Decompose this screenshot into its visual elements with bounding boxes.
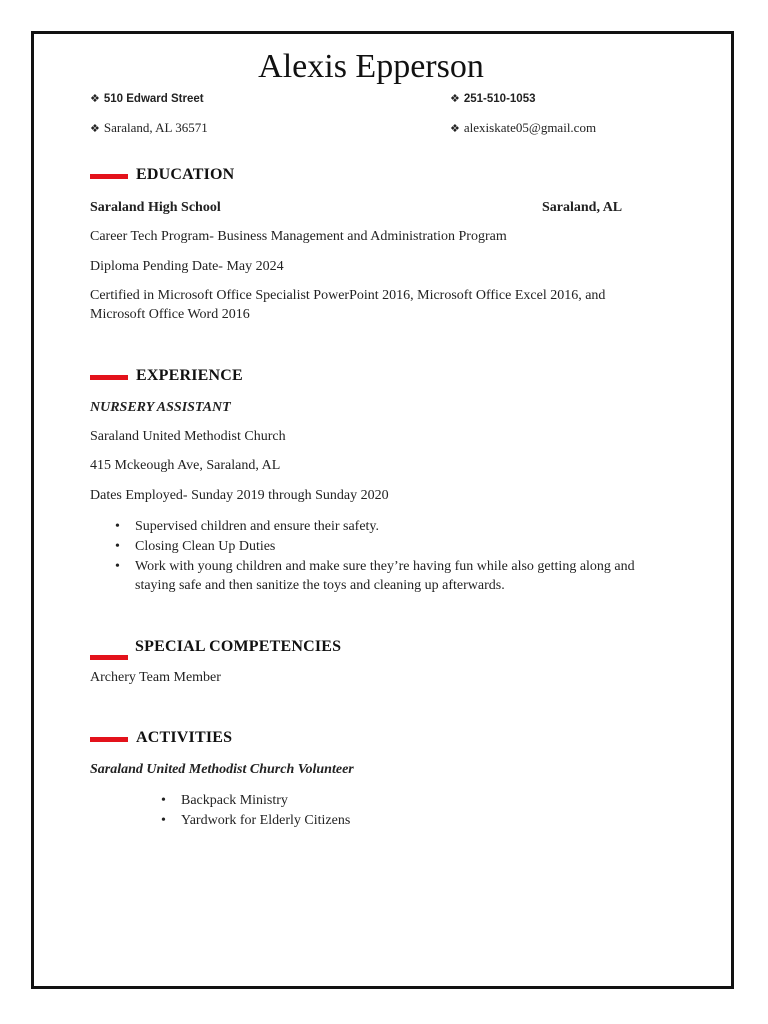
school-name: Saraland High School (90, 200, 221, 215)
diamond-bullet-icon: ❖ (450, 93, 460, 105)
employer-name: Saraland United Methodist Church (90, 429, 286, 444)
diploma-line: Diploma Pending Date- May 2024 (90, 259, 284, 274)
accent-bar (90, 174, 128, 179)
job-title: NURSERY ASSISTANT (90, 400, 231, 415)
phone-number: 251-510-1053 (463, 93, 536, 105)
education-heading-text: EDUCATION (136, 166, 235, 183)
activities-list (157, 791, 350, 831)
address-line-2 (90, 120, 208, 136)
duty-continuation: staying safe and then sanitize the toys and cleaning up afterwards. (135, 578, 505, 593)
experience-duties-list (111, 517, 635, 577)
certification-line-1: Certified in Microsoft Office Specialist PowerPoint 2016, Microsoft Office Excel 2016, and (90, 288, 606, 303)
certification-line-2: Microsoft Office Word 2016 (90, 307, 250, 322)
email-line (450, 120, 596, 136)
program-line: Career Tech Program- Business Management and Administration Program (90, 229, 507, 244)
phone-line (450, 92, 536, 105)
employer-address: 415 Mckeough Ave, Saraland, AL (90, 458, 281, 473)
education-heading (90, 166, 234, 184)
list-item: • Supervised children and ensure their safety. (111, 517, 635, 537)
diamond-bullet-icon: ❖ (450, 123, 460, 135)
city-state-zip: Saraland, AL 36571 (103, 120, 208, 135)
diamond-bullet-icon: ❖ (90, 93, 100, 105)
street-address: 510 Edward Street (103, 93, 204, 105)
list-item: • Closing Clean Up Duties (111, 537, 635, 557)
resume-name: Alexis Epperson (258, 48, 484, 85)
experience-heading-text: EXPERIENCE (136, 367, 243, 384)
activities-heading (90, 729, 232, 747)
accent-bar (90, 737, 128, 742)
accent-bar (90, 375, 128, 380)
competency-item: Archery Team Member (90, 670, 221, 685)
school-location: Saraland, AL (542, 200, 623, 215)
list-item: • Backpack Ministry (157, 791, 350, 811)
list-item: • Yardwork for Elderly Citizens (157, 811, 350, 831)
activities-heading-text: ACTIVITIES (136, 729, 233, 746)
employment-dates: Dates Employed- Sunday 2019 through Sunday 2020 (90, 488, 389, 503)
volunteer-org: Saraland United Methodist Church Volunteer (90, 762, 354, 777)
diamond-bullet-icon: ❖ (90, 123, 100, 135)
address-line-1 (90, 92, 204, 105)
experience-heading (90, 367, 243, 385)
accent-bar (90, 655, 128, 660)
email-address: alexiskate05@gmail.com (463, 120, 597, 135)
list-item: • Work with young children and make sure they’re having fun while also getting along and (111, 557, 635, 577)
competencies-heading: SPECIAL COMPETENCIES (135, 638, 342, 655)
